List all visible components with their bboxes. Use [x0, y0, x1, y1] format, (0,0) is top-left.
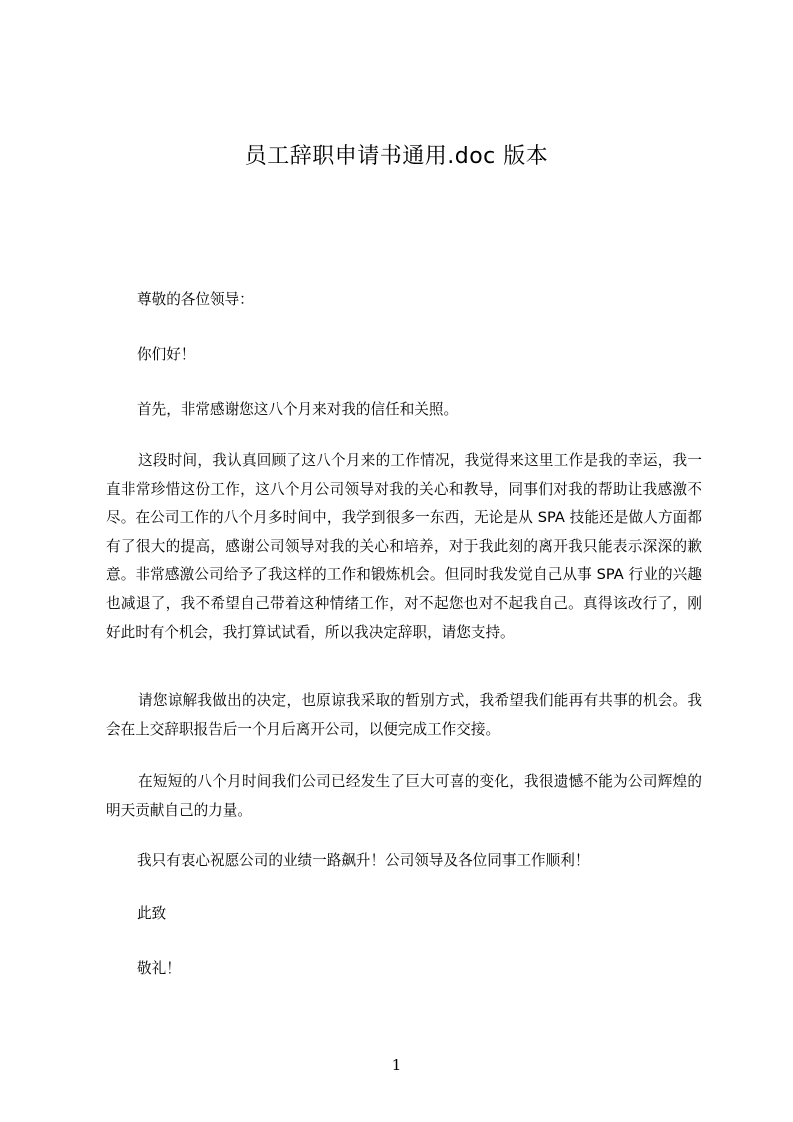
salutation: 尊敬的各位领导： [137, 291, 254, 308]
closing-cizhi: 此致 [137, 905, 167, 922]
paragraph-wishes: 我只有衷心祝愿公司的业绩一路飙升！公司领导及各位同事工作顺利！ [137, 852, 590, 869]
greeting: 你们好！ [137, 346, 196, 363]
closing-jingli: 敬礼！ [137, 960, 181, 977]
paragraph-thanks: 首先，非常感谢您这八个月来对我的信任和关照。 [137, 401, 459, 418]
paragraph-regret: 在短短的八个月时间我们公司已经发生了巨大可喜的变化，我很遗憾不能为公司辉煌的明天贡献自己的力量。 [106, 773, 702, 819]
page-number: 1 [391, 1056, 402, 1074]
paragraph-understanding: 请您谅解我做出的决定，也原谅我采取的暂别方式，我希望我们能再有共事的机会。我会在上交辞职报告后一个月后离开公司，以便完成工作交接。 [106, 692, 702, 738]
document-title: 员工辞职申请书通用.doc 版本 [244, 144, 549, 169]
paragraph-reflection: 这段时间，我认真回顾了这八个月来的工作情况，我觉得来这里工作是我的幸运，我一直非常珍惜这份工作，这八个月公司领导对我的关心和教导，同事们对我的帮助让我感激不尽。在公司工作的八个月多时间中，我学到很多一东西，无论是从 SPA 技能还是做人方面都有了很大的提高，感谢公司领导对我的关心和培养，对于我此刻的离开我只能表示深深的歉意。非常感激公司给予了我这样的工作和锻炼机会。但同时我发觉自己从事 SPA 行业的兴趣也减退了，我不希望自己带着这种情绪工作，对不起您也对不起我自己。真得该改行了，刚好此时有个机会，我打算试试看，所以我决定辞职，请您支持。 [106, 452, 702, 641]
